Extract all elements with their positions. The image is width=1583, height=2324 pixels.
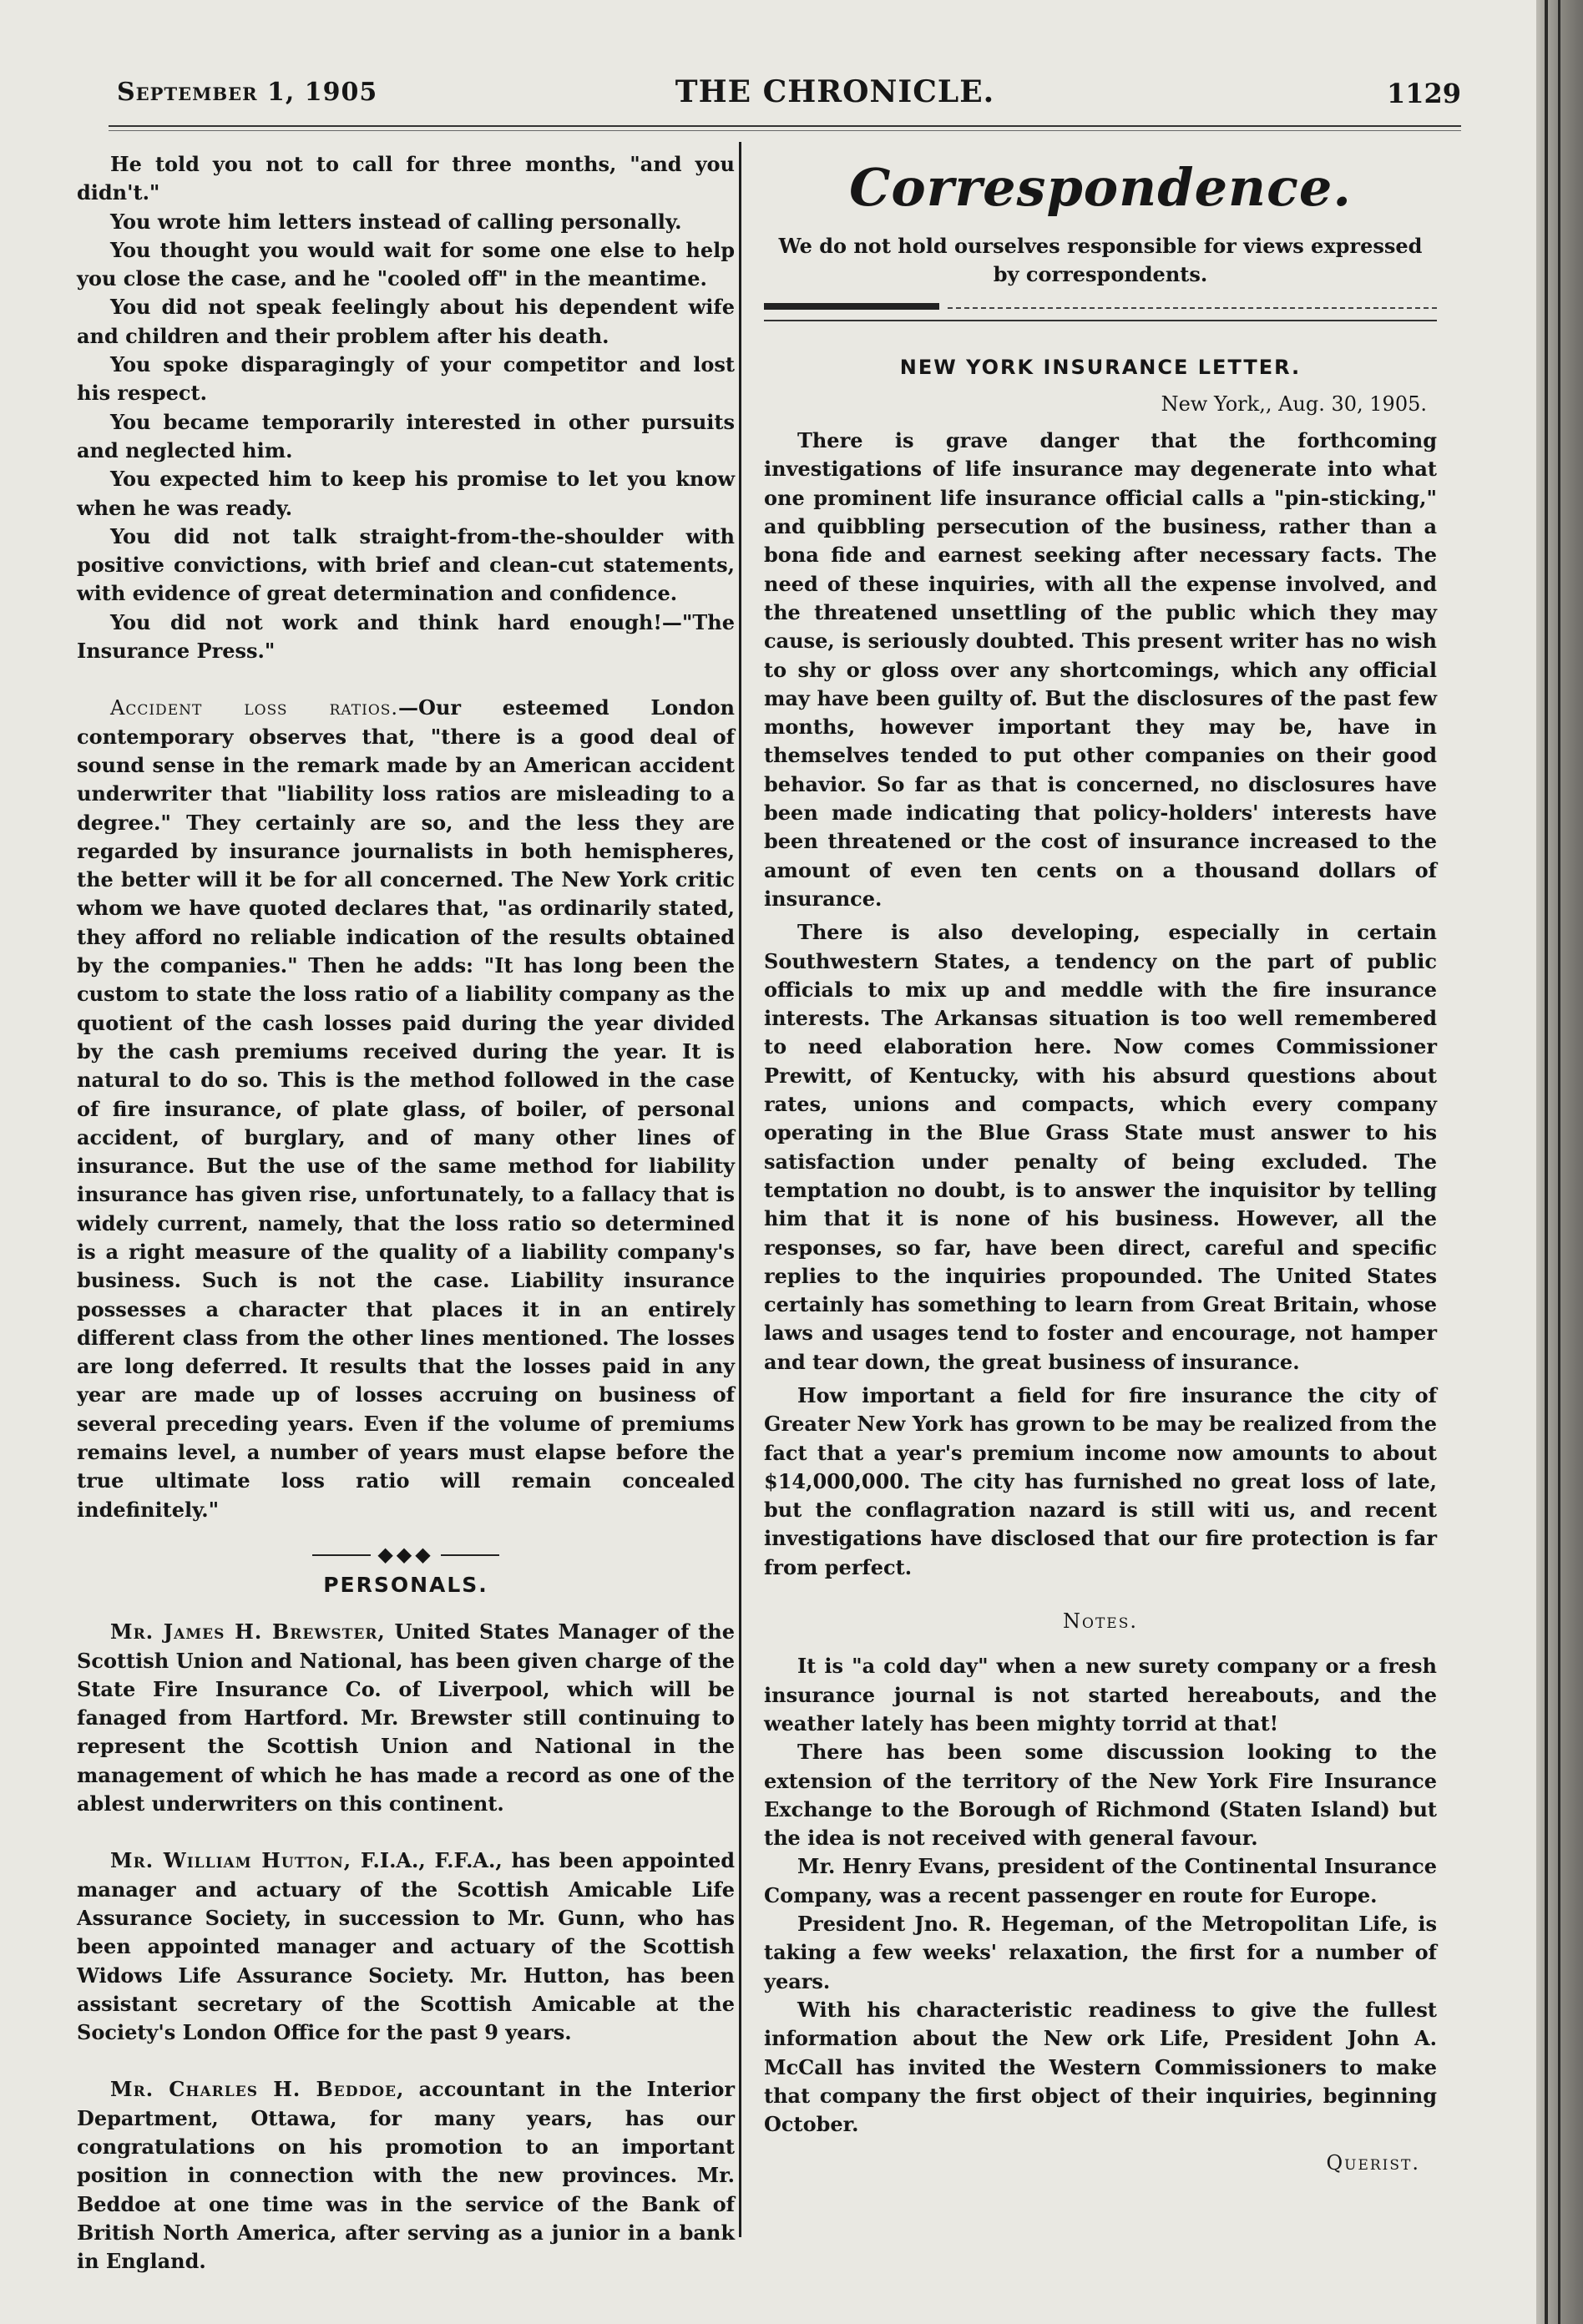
advice-paragraph: You wrote him letters instead of calling personally. <box>110 209 682 234</box>
page-header <box>109 71 1461 121</box>
personal-item <box>77 1618 735 1818</box>
header-rule <box>109 125 1461 131</box>
correspondence-title: Correspondence. <box>849 157 1352 218</box>
page-edge-shadow <box>1536 0 1583 2324</box>
advice-paragraph: He told you not to call for three months, "and you didn't." <box>77 152 735 205</box>
letter-paragraph: How important a field for fire insurance the city of Greater New York has grown to be may be realized from the fact that a year's premium income now amounts to about $14,000,000. The city has furnished no great loss of late, but the conflagration nazard is still witi us, and recent investigations have disclosed that our fire protection is far from perfect. <box>764 1382 1437 1579</box>
personals-heading: PERSONALS. <box>323 1572 488 1597</box>
correspondence-rule <box>764 301 1437 313</box>
accident-loss-ratios-article <box>77 694 735 1524</box>
advice-paragraph: You did not talk straight-from-the-shoulder with positive convictions, with brief and clean-cut statements, with evidence of great determination and confidence. <box>77 523 735 606</box>
advice-paragraph: You did not work and think hard enough!—"The Insurance Press." <box>77 609 735 664</box>
letter-dateline: New York,, Aug. 30, 1905. <box>1161 392 1427 416</box>
note-item: It is "a cold day" when a new surety company or a fresh insurance journal is not started hereabouts, and the weather lately has been mighty torrid at that! <box>764 1654 1437 1735</box>
note-item: President Jno. R. Hegeman, of the Metropolitan Life, is taking a few weeks' relaxation, the first for a number of years. <box>764 1912 1437 1993</box>
letter-signature: Querist. <box>1326 2151 1420 2175</box>
column-divider <box>739 142 741 2237</box>
personal-body: accountant in the Interior Department, Ottawa, for many years, has our congratulations on his promotion to an important position in connection with the new provinces. Mr. Beddoe at one time was in the service of the Bank of British North America, after serving as a junior in a bank in England. <box>77 2077 735 2274</box>
left-column <box>77 150 735 2276</box>
correspondence-disclaimer: We do not hold ourselves responsible for views expressed by correspondents. <box>778 234 1423 287</box>
letter-paragraph: There is also developing, especially in certain Southwestern States, a tendency on the part of public officials to mix up and meddle with the fire insurance interests. The Arkansas situation is too well remembered to need elaboration here. Now comes Commissioner Prewitt, of Kentucky, with his absurd questions about rates, unions and compacts, which every company operating in the Blue Grass State must answer to his satisfaction under penalty of being excluded. The temptation no doubt, is to answer the inquisitor by telling him that it is none of his business. However, all the responses, so far, have been direct, careful and specific replies to the inquiries propounded. The United States certainly has something to learn from Great Britain, whose laws and usages tend to foster and encourage, not hamper and tear down, the great business of insurance. <box>764 920 1437 1374</box>
binding-line <box>1558 0 1560 2324</box>
header-title: THE CHRONICLE. <box>675 74 995 109</box>
binding-line <box>1545 0 1548 2324</box>
accident-article-body: —Our esteemed London contemporary observes that, "there is a good deal of sound sense in the remark made by an American accident underwriter that "liability loss ratios are misleading to a degree." They certainly are so, and the less they are regarded by insurance journalists in both hemispheres, the better will it be for all concerned. The New York critic whom we have quoted declares that, "as ordinarily stated, they afford no reliable indication of the results obtained by the companies." Then he adds: "It has long been the custom to state the loss ratio of a liability company as the quotient of the cash losses paid during the year divided by the cash premiums received during the year. It is natural to do so. This is the method followed in the case of fire insurance, of plate glass, of boiler, of personal accident, of burglary, and of many other lines of insurance. But the use of the same method for liability insurance has given rise, unfortunately, to a fallacy that is widely current, namely, that the loss ratio so determined is a right measure of the quality of a liability company's business. Such is not the case. Liability insurance possesses a character that places it in an entirely different class from the other lines mentioned. The losses are long deferred. It results that the losses paid in any year are made up of losses accruing on business of several preceding years. Even if the volume of premiums remains level, a number of years must elapse before the true ultimate loss ratio will remain concealed indefinitely." <box>77 695 735 1522</box>
personal-name: Mr. William Hutton, <box>110 1848 352 1873</box>
advice-paragraph: You thought you would wait for some one else to help you close the case, and he "cooled off" in the meantime. <box>77 237 735 291</box>
letter-title: NEW YORK INSURANCE LETTER. <box>899 355 1302 379</box>
advice-paragraph: You spoke disparagingly of your competitor and lost his respect. <box>77 352 735 406</box>
letter-paragraph: There is grave danger that the forthcoming investigations of life insurance may degenerate into what one prominent life insurance official calls a "pin-sticking," and quibbling persecution of the business, rather than a bona fide and earnest seeking after necessary facts. The need of these inquiries, with all the expense involved, and the threatened unsettling of the public which they may cause, is seriously doubted. This present writer has no wish to shy or gloss over any shortcomings, which any official may have been guilty of. But the disclosures of the past few months, however important they may be, have in themselves tended to put other companies on their good behavior. So far as that is concerned, no disclosures have been made indicating that policy-holders' interests have been threatened or the cost of insurance increased to the amount of even ten cents on a thousand dollars of insurance. <box>764 428 1437 911</box>
advice-paragraph: You expected him to keep his promise to let you know when he was ready. <box>77 467 735 520</box>
advice-paragraph: You did not speak feelingly about his dependent wife and children and their problem after his death. <box>77 295 735 348</box>
note-item: With his characteristic readiness to give the fullest information about the New ork Life, President John A. McCall has invited the Western Commissioners to make that company the first object of their inquiries, beginning October. <box>764 1997 1437 2137</box>
personal-item <box>77 1847 735 2047</box>
personal-name: Mr. Charles H. Beddoe, <box>110 2077 405 2102</box>
accident-article-lead: Accident loss ratios. <box>110 696 399 720</box>
header-page-number: 1129 <box>1386 78 1461 109</box>
personal-body: United States Manager of the Scottish Union and National, has been given charge of the State Fire Insurance Co. of Liverpool, which will be fanaged from Hartford. Mr. Brewster still continuing to represent the Scottish Union and National in the management of which he has made a record as one of the ablest underwriters on this continent. <box>77 1619 736 1816</box>
personal-name: Mr. James H. Brewster, <box>110 1619 386 1644</box>
header-date: September 1, 1905 <box>117 78 378 107</box>
note-item: There has been some discussion looking to the extension of the territory of the New York Fire Insurance Exchange to the Borough of Richmond (Staten Island) but the idea is not received with general favour. <box>764 1740 1437 1851</box>
personal-body: F.I.A., F.F.A., has been appointed manager and actuary of the Scottish Amicable Life Assurance Society, in succession to Mr. Gunn, who has been appointed manager and actuary of the Scottish Widows Life Assurance Society. Mr. Hutton, has been assistant secretary of the Scottish Amicable at the Society's London Office for the past 9 years. <box>77 1848 736 2045</box>
advice-paragraph: You became temporarily interested in other pursuits and neglected him. <box>77 409 735 462</box>
note-item: Mr. Henry Evans, president of the Continental Insurance Company, was a recent passenger en route for Europe. <box>764 1854 1437 1907</box>
right-column <box>764 150 1437 2178</box>
personal-item <box>77 2075 735 2276</box>
ornament-divider: ◆◆◆ <box>77 1543 735 1566</box>
notes-heading: Notes. <box>1063 1609 1138 1634</box>
